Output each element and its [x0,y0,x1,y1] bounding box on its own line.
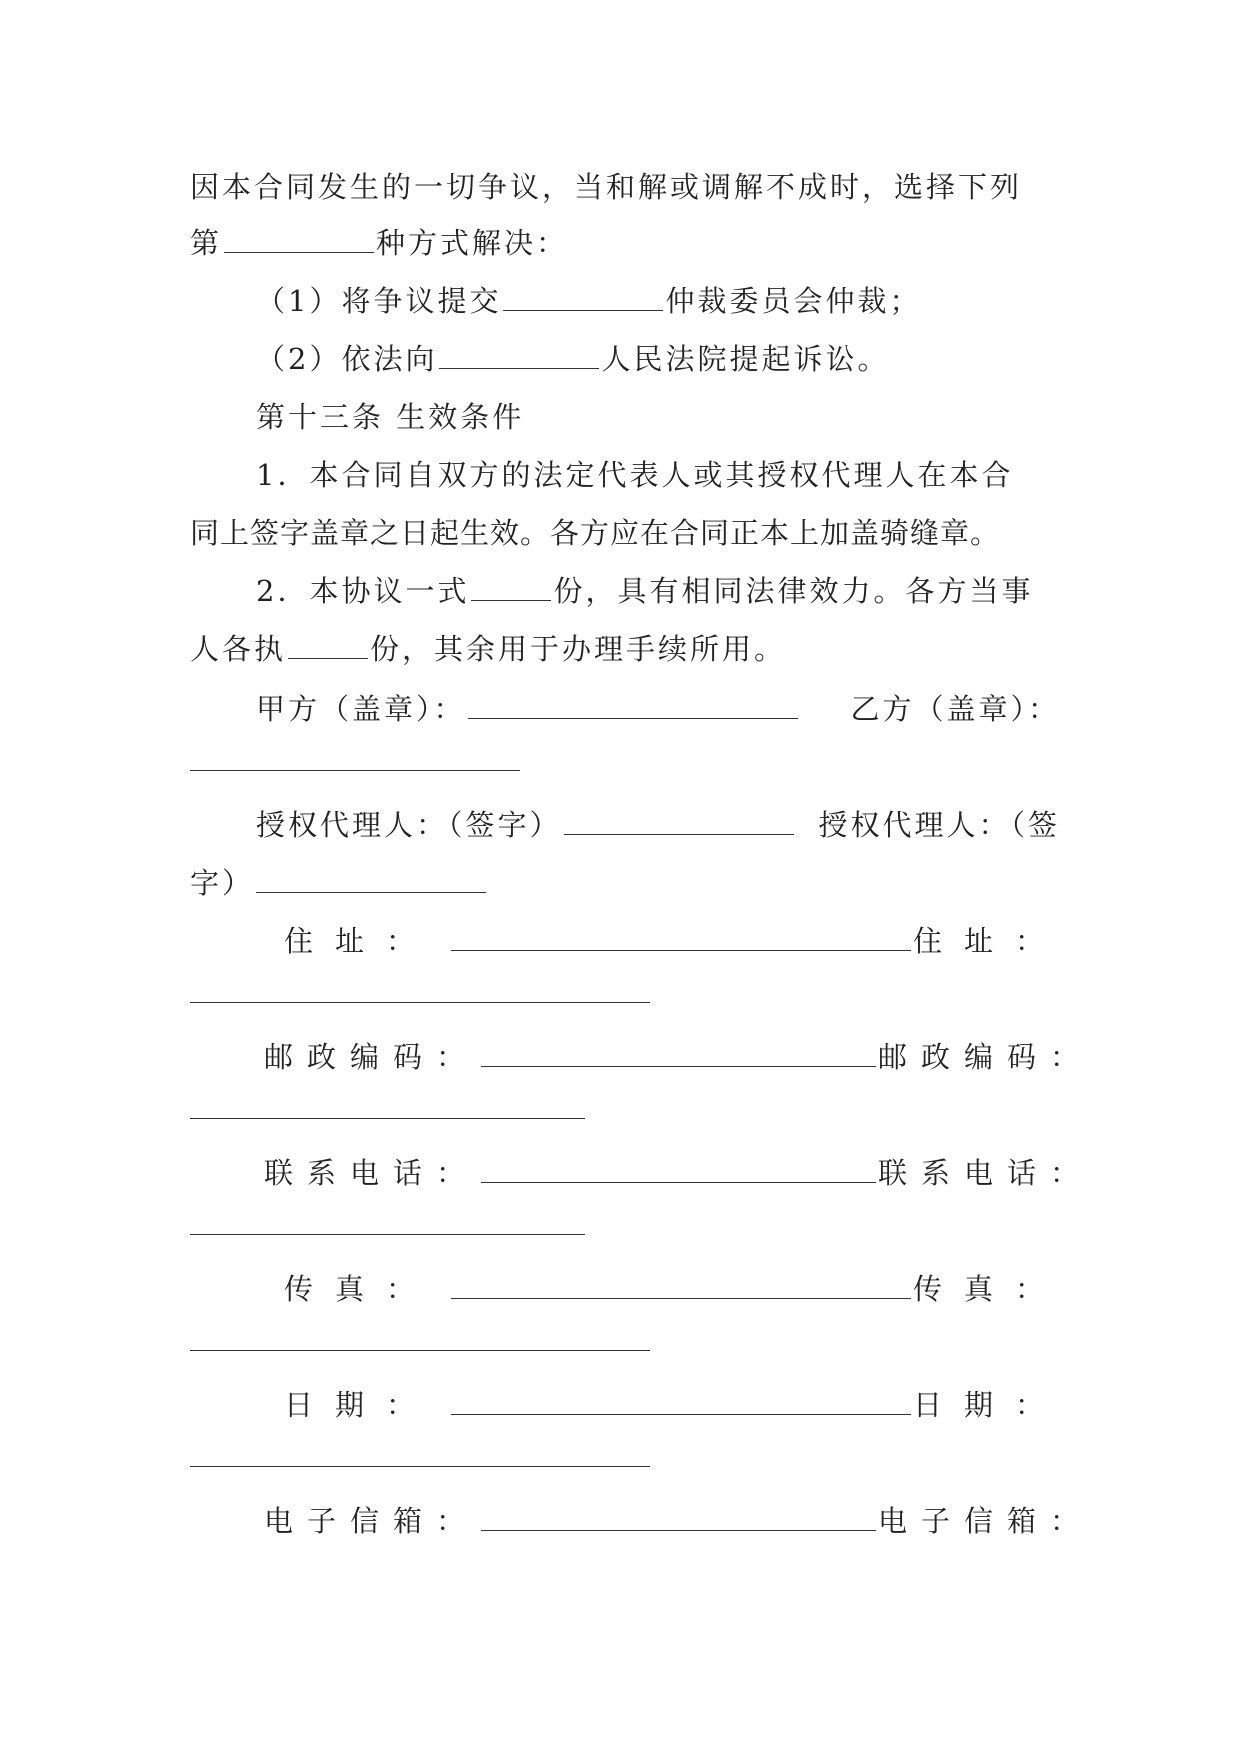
party-a-agent-blank[interactable] [564,806,794,835]
phone-row [190,1153,1094,1193]
dispute-clause-line-1 [190,167,1060,207]
party-b-address-blank[interactable] [190,1002,650,1003]
party-a-fax-label: 传真： [284,1272,438,1306]
party-a-seal-label: 甲方（盖章）： [256,692,466,726]
effect-clause-1-continued: 同上签字盖章之日起生效。各方应在合同正本上加盖骑缝章。 [190,516,1001,550]
email-row [190,1501,1094,1541]
party-b-phone-blank[interactable] [190,1234,585,1235]
effect-clause-1-line-2 [190,513,1060,553]
fax-row [190,1269,1067,1309]
address-row [190,921,1067,961]
dispute-clause-suffix: 种方式解决： [376,226,569,260]
option-1-line [190,281,1060,321]
dispute-clause-text: 因本合同发生的一切争议，当和解或调解不成时，选择下列 [190,170,1023,204]
party-b-agent-label-continued: 字） [190,866,255,900]
party-b-agent-label: 授权代理人：（签 [818,808,1060,842]
agent-row [190,805,1060,845]
party-a-address-label: 住址： [284,924,438,958]
option-1-prefix: （1）将争议提交 [256,284,502,318]
party-b-agent-blank[interactable] [256,864,486,893]
party-a-postal-code-label: 邮政编码： [264,1040,480,1074]
effect-clause-1-text: 1．本合同自双方的法定代表人或其授权代理人在本合 [256,458,1014,492]
article-13-heading: 第十三条 生效条件 [256,400,525,434]
date-row [190,1385,1067,1425]
effect-clause-2-line-2-prefix: 人各执 [190,632,287,666]
copies-total-blank[interactable] [471,572,551,601]
effect-clause-2-prefix: 2．本协议一式 [256,574,470,608]
dispute-clause-prefix: 第 [190,226,223,260]
party-a-fax-blank[interactable] [451,1270,911,1299]
option-2-suffix: 人民法院提起诉讼。 [601,342,890,376]
option-1-suffix: 仲裁委员会仲裁； [665,284,922,318]
effect-clause-2-line-1 [190,571,1060,611]
dispute-clause-line-2 [190,223,1060,263]
seal-row [190,689,1060,729]
option-2-line [190,339,1060,379]
party-a-email-label: 电子信箱： [264,1504,480,1538]
party-a-agent-label: 授权代理人：（签字） [256,808,562,842]
party-b-fax-blank[interactable] [190,1350,650,1351]
method-number-blank[interactable] [224,224,374,253]
option-2-prefix: （2）依法向 [256,342,438,376]
party-b-address-label: 住址： [913,924,1067,958]
effect-clause-2-line-2-suffix: 份，其余用于办理手续所用。 [370,632,787,666]
copies-each-blank[interactable] [288,630,368,659]
party-a-postal-code-blank[interactable] [481,1038,876,1067]
party-a-seal-blank[interactable] [468,690,798,719]
party-b-postal-code-label: 邮政编码： [878,1040,1094,1074]
arbitration-committee-blank[interactable] [503,282,663,311]
party-a-date-blank[interactable] [451,1386,911,1415]
party-b-fax-label: 传真： [913,1272,1067,1306]
party-b-seal-blank[interactable] [190,770,520,771]
court-name-blank[interactable] [439,340,599,369]
party-b-seal-label: 乙方（盖章）： [850,692,1060,726]
postal-code-row [190,1037,1094,1077]
party-a-phone-label: 联系电话： [264,1156,480,1190]
party-a-phone-blank[interactable] [481,1154,876,1183]
party-b-postal-code-blank[interactable] [190,1118,585,1119]
party-b-phone-label: 联系电话： [878,1156,1094,1190]
party-a-address-blank[interactable] [451,922,911,951]
party-b-date-blank[interactable] [190,1466,650,1467]
party-b-date-label: 日期： [913,1388,1067,1422]
party-b-email-label: 电子信箱： [878,1504,1094,1538]
effect-clause-2-suffix: 份，具有相同法律效力。各方当事 [553,574,1034,608]
party-a-date-label: 日期： [284,1388,438,1422]
effect-clause-1-line-1 [190,455,1060,495]
effect-clause-2-line-2 [190,629,1060,669]
agent-row-continued [190,863,1060,903]
party-a-email-blank[interactable] [481,1502,876,1531]
article-13-title [190,397,1060,437]
